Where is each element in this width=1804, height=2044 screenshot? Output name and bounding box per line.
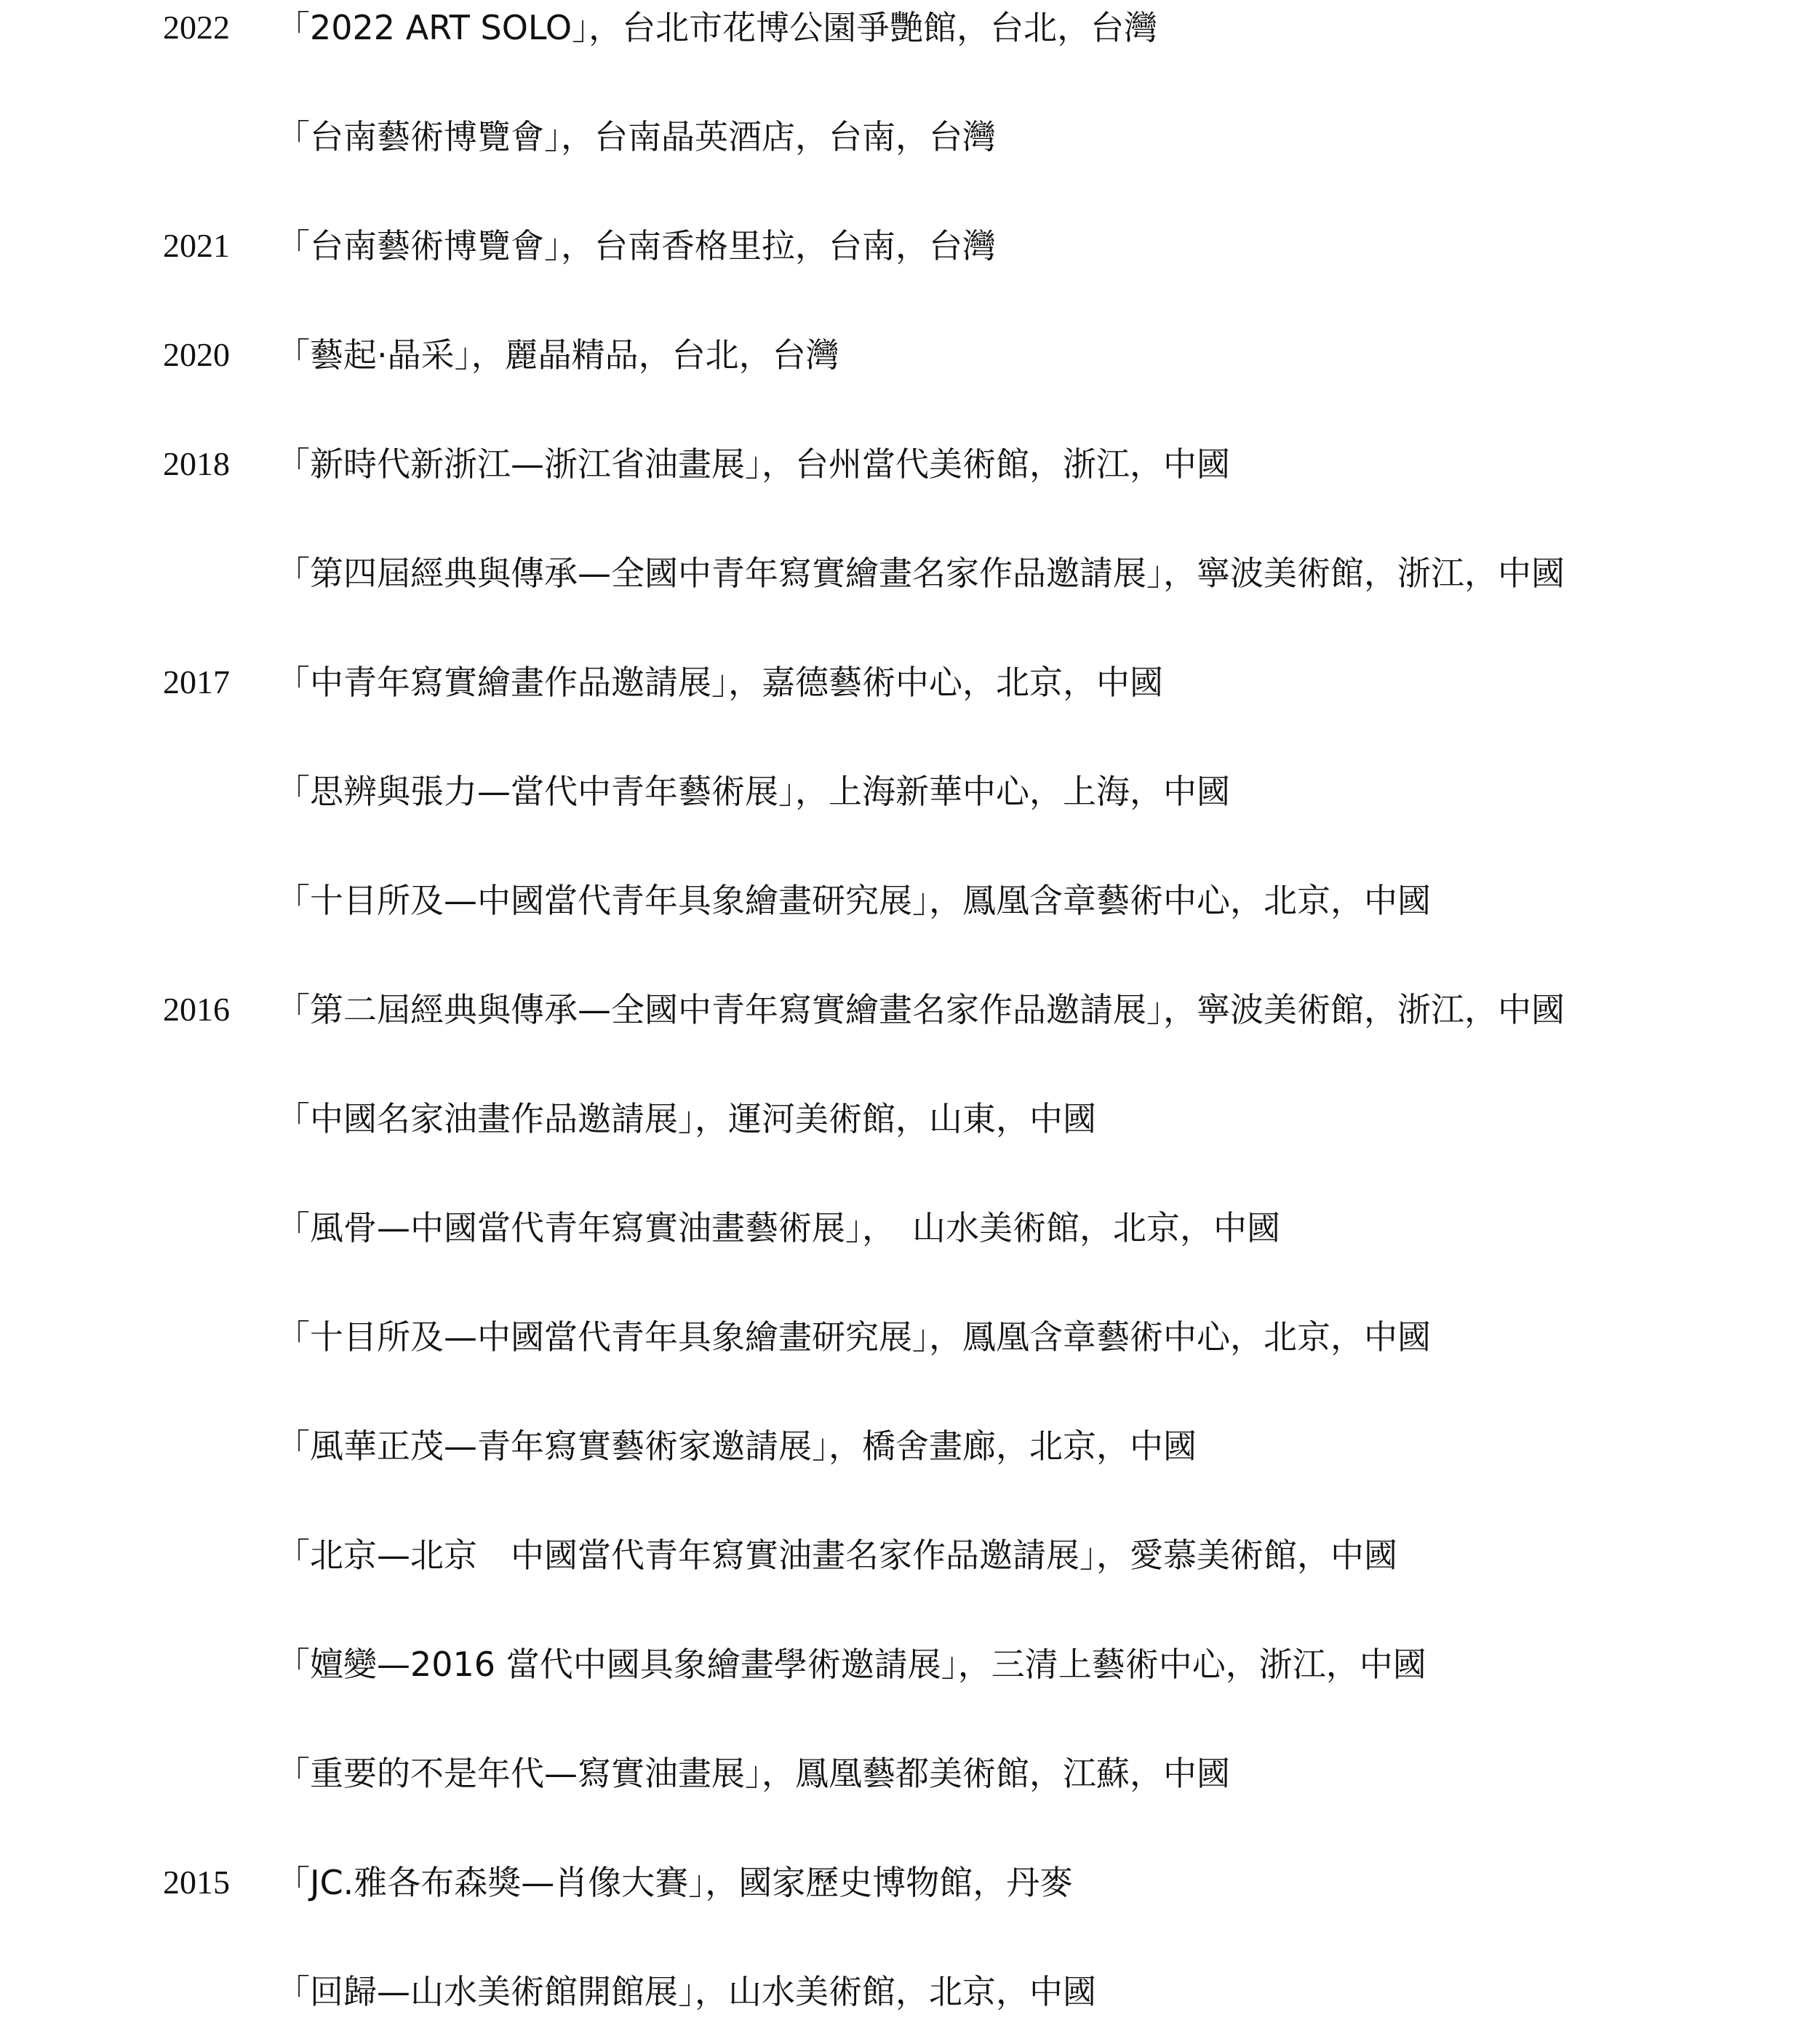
exhibition-entry: 「回歸—山水美術館開館展」，山水美術館，北京，中國 xyxy=(276,1972,1096,2011)
exhibition-entry: 「嬗變—2016 當代中國具象繪畫學術邀請展」，三清上藝術中心，浙江，中國 xyxy=(276,1645,1426,1684)
exhibition-row xyxy=(0,0,1804,80)
exhibition-row xyxy=(0,1855,1804,1935)
exhibition-year: 2015 xyxy=(163,1864,230,1901)
exhibition-entry: 「十目所及—中國當代青年具象繪畫研究展」，鳳凰含章藝術中心，北京，中國 xyxy=(276,881,1431,920)
exhibition-entry: 「第二屆經典與傳承—全國中青年寫實繪畫名家作品邀請展」，寧波美術館，浙江，中國 xyxy=(276,990,1565,1029)
exhibition-year: 2016 xyxy=(163,991,230,1028)
exhibition-entry: 「台南藝術博覽會」，台南晶英酒店，台南，台灣 xyxy=(276,117,996,156)
exhibition-year: 2017 xyxy=(163,663,230,700)
exhibition-entry: 「風骨—中國當代青年寫實油畫藝術展」， 山水美術館，北京，中國 xyxy=(276,1208,1280,1247)
exhibition-row xyxy=(0,1418,1804,1498)
exhibition-year: 2021 xyxy=(163,227,230,264)
exhibition-entry: 「第四屆經典與傳承—全國中青年寫實繪畫名家作品邀請展」，寧波美術館，浙江，中國 xyxy=(276,554,1565,593)
exhibition-row xyxy=(0,1091,1804,1171)
exhibition-year: 2022 xyxy=(163,9,230,46)
exhibition-row xyxy=(0,873,1804,953)
exhibition-entry: 「北京—北京 中國當代青年寫實油畫名家作品邀請展」，愛慕美術館，中國 xyxy=(276,1536,1397,1575)
exhibition-row xyxy=(0,218,1804,298)
exhibition-entry: 「十目所及—中國當代青年具象繪畫研究展」，鳳凰含章藝術中心，北京，中國 xyxy=(276,1317,1431,1357)
exhibition-row xyxy=(0,1746,1804,1826)
exhibition-entry: 「中青年寫實繪畫作品邀請展」，嘉德藝術中心，北京，中國 xyxy=(276,663,1163,702)
exhibition-row xyxy=(0,1528,1804,1608)
exhibition-entry: 「風華正茂—青年寫實藝術家邀請展」，橋舍畫廊，北京，中國 xyxy=(276,1426,1197,1466)
exhibition-row xyxy=(0,1637,1804,1717)
exhibition-entry: 「JC.雅各布森獎—肖像大賽」，國家歷史博物館，丹麥 xyxy=(276,1863,1074,1902)
exhibition-year: 2020 xyxy=(163,336,230,373)
exhibition-row xyxy=(0,327,1804,407)
exhibition-year: 2018 xyxy=(163,445,230,482)
exhibition-entry: 「藝起·晶采」，麗晶精品，台北，台灣 xyxy=(276,335,839,375)
exhibition-row xyxy=(0,109,1804,189)
exhibition-entry: 「重要的不是年代—寫實油畫展」，鳳凰藝都美術館，江蘇，中國 xyxy=(276,1754,1230,1793)
exhibition-entry: 「新時代新浙江—浙江省油畫展」，台州當代美術館，浙江，中國 xyxy=(276,444,1230,484)
exhibition-row xyxy=(0,436,1804,516)
exhibition-row xyxy=(0,655,1804,735)
exhibition-row xyxy=(0,764,1804,844)
exhibition-entry: 「思辨與張力—當代中青年藝術展」，上海新華中心，上海，中國 xyxy=(276,772,1230,811)
exhibition-entry: 「台南藝術博覽會」，台南香格里拉，台南，台灣 xyxy=(276,226,996,266)
exhibition-row xyxy=(0,1309,1804,1389)
exhibition-row xyxy=(0,982,1804,1062)
exhibition-row xyxy=(0,1200,1804,1280)
exhibition-row xyxy=(0,546,1804,626)
exhibition-row xyxy=(0,1964,1804,2044)
exhibition-entry: 「中國名家油畫作品邀請展」，運河美術館，山東，中國 xyxy=(276,1099,1096,1138)
exhibition-entry: 「2022 ART SOLO」，台北市花博公園爭艷館，台北，台灣 xyxy=(276,8,1158,47)
